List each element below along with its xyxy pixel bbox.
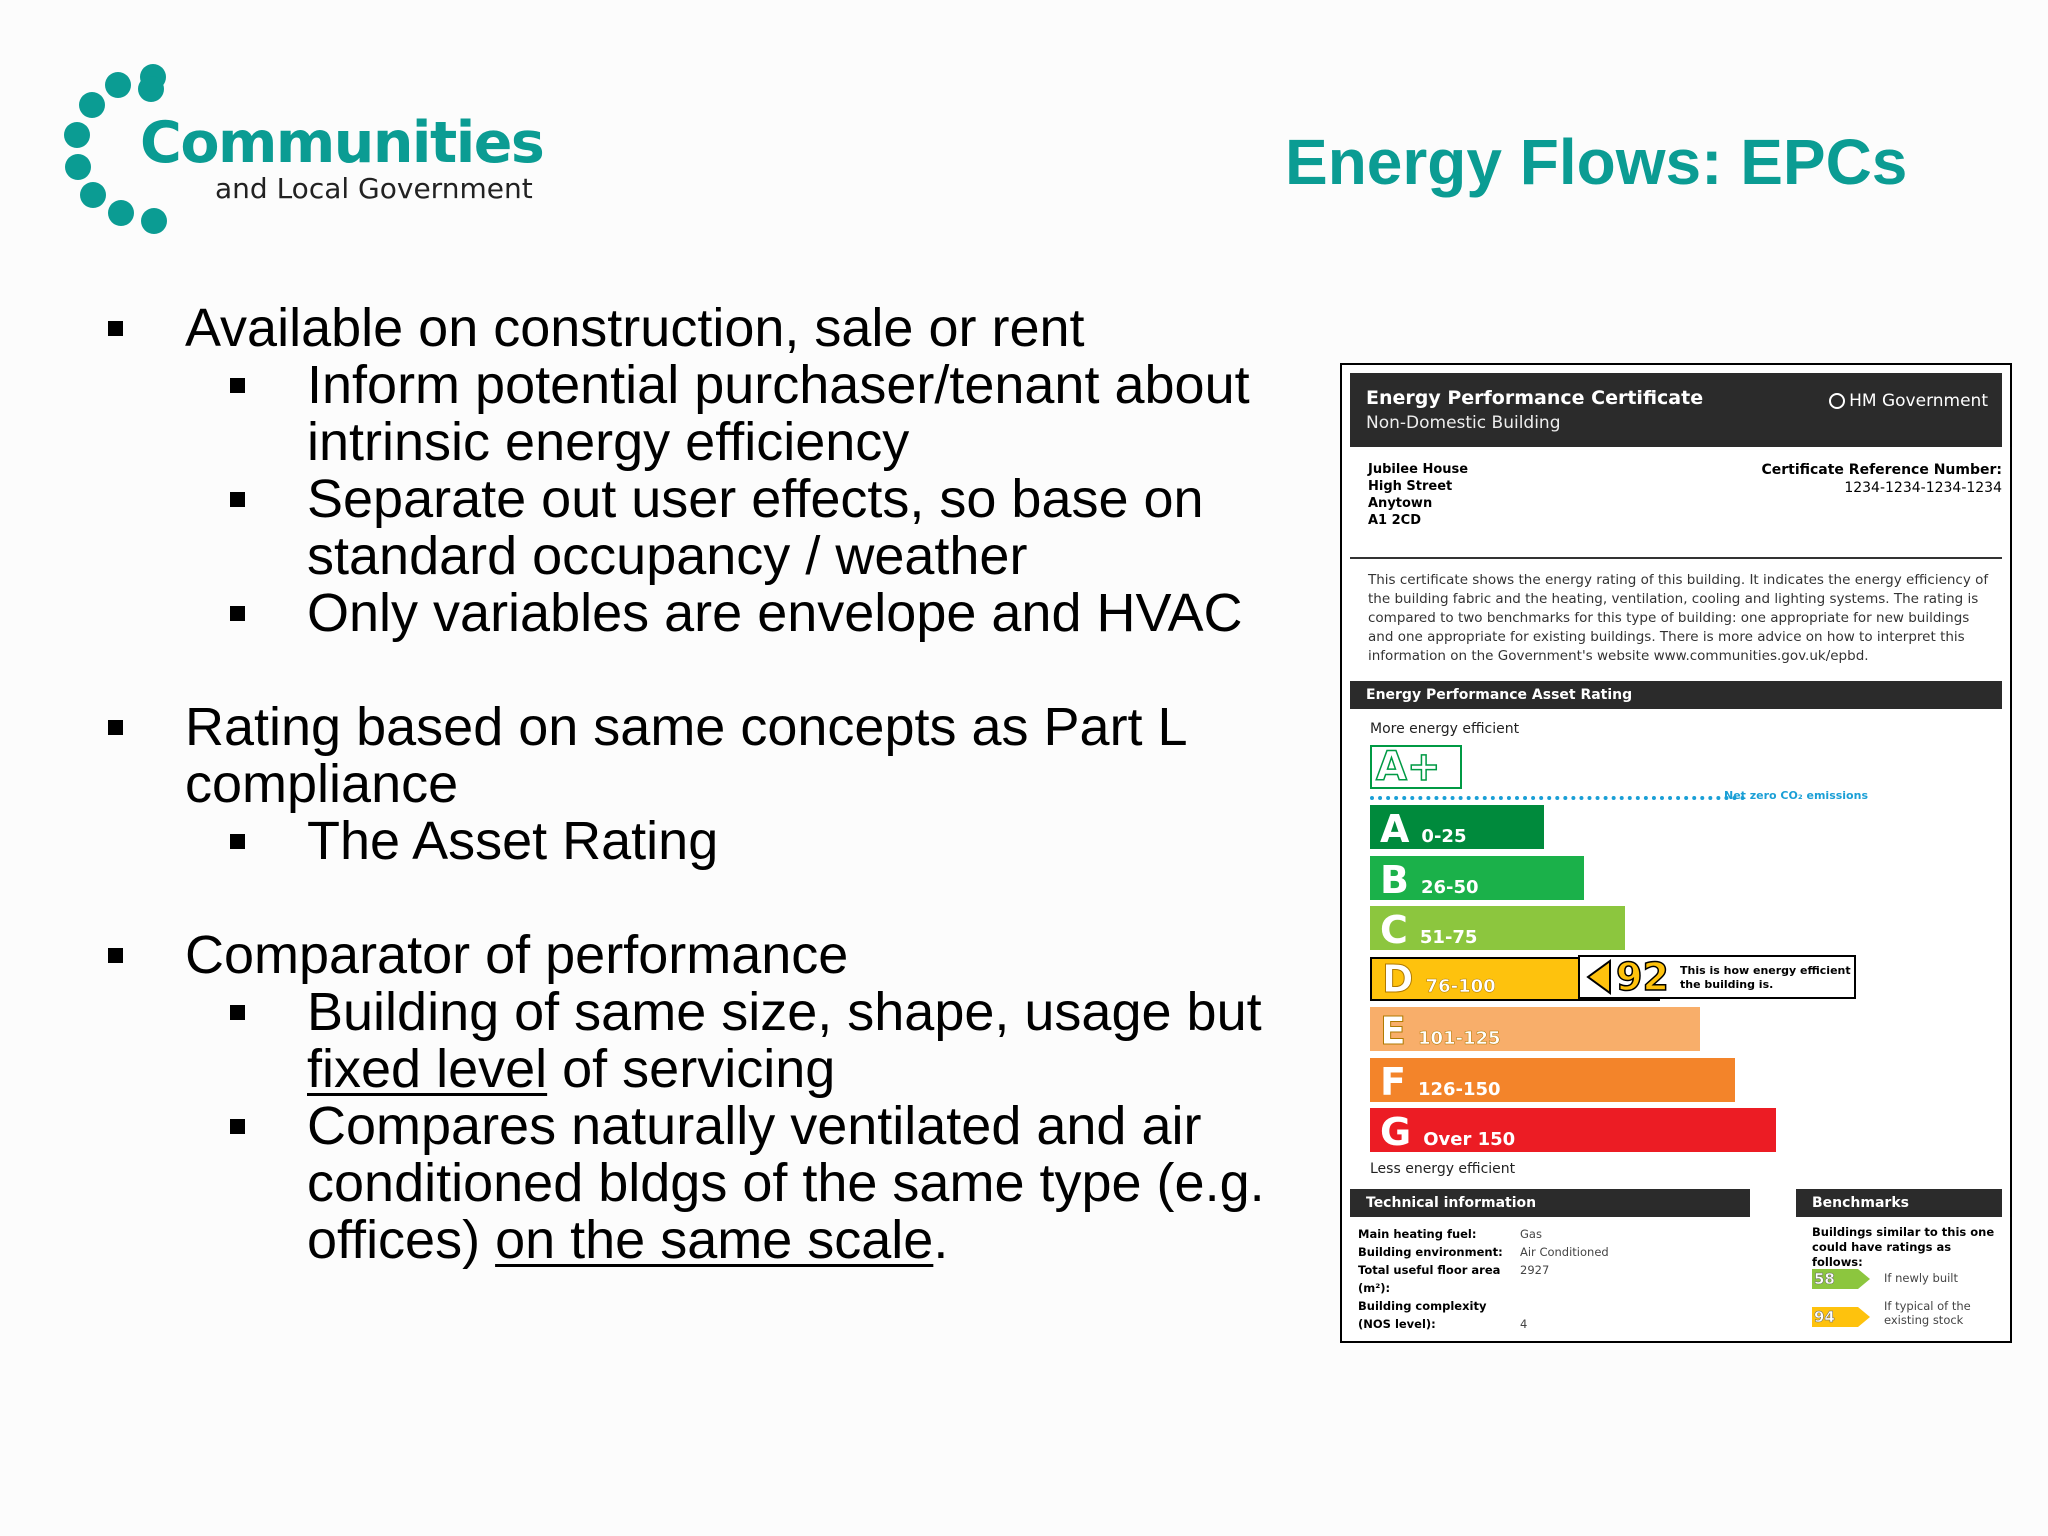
band-range: 26-50 <box>1420 876 1479 898</box>
cert-ref-label: Certificate Reference Number: <box>1761 462 2002 478</box>
sub-bullet-1-1 <box>100 357 1300 471</box>
epc-description: This certificate shows the energy rating of this building. It indicates the energy efficiency of the building fabric and the heating, ventilation, cooling and lighting systems. The rating is compared to two benchmarks for this type of building: one appropriate for new buildings and one appropriate for existing buildings. There is more advice on how to interpret this information on the Government's website www.communities.gov.uk/epbd. <box>1368 572 1989 664</box>
bullet-marker <box>230 834 245 849</box>
logo-subtitle: and Local Government <box>215 172 533 205</box>
bullet-text: Compares naturally ventilated and air conditioned bldgs of the same type (e.g. offices) <box>307 1096 1265 1270</box>
rating-explanation: This is how energy efficient the building is. <box>1680 964 1851 991</box>
bullet-3 <box>100 927 1300 984</box>
tech-row <box>1358 1261 1609 1297</box>
benchmarks-intro: Buildings similar to this one could have ratings as follows: <box>1812 1225 1995 1269</box>
technical-info-heading: Technical information <box>1350 1189 1750 1217</box>
sub-bullet-3-1 <box>100 984 1300 1098</box>
tech-row <box>1358 1297 1609 1315</box>
address-line: Anytown <box>1368 496 1433 511</box>
band-range: 0-25 <box>1421 826 1467 847</box>
bullet-underlined-text: on the same scale <box>495 1210 934 1270</box>
band-c <box>1370 906 1625 950</box>
band-letter: F <box>1380 1059 1406 1104</box>
cert-ref-number: 1234-1234-1234-1234 <box>1844 480 2002 496</box>
hm-government-logo <box>1829 391 1988 411</box>
band-a-plus: A+ <box>1370 745 1462 789</box>
net-zero-label: Net zero CO₂ emissions <box>1724 789 1868 802</box>
tech-value: Gas <box>1520 1227 1542 1241</box>
bullet-text: Inform potential purchaser/tenant about intrinsic energy efficiency <box>307 355 1250 472</box>
band-letter: B <box>1380 857 1409 902</box>
band-letter: A <box>1380 807 1410 851</box>
band-range: 126-150 <box>1417 1078 1501 1100</box>
certificate-reference <box>1761 461 2002 497</box>
tech-key: Building complexity <box>1358 1299 1487 1313</box>
bullet-text: Comparator of performance <box>185 925 849 985</box>
tech-row <box>1358 1243 1609 1261</box>
asset-rating-heading: Energy Performance Asset Rating <box>1350 681 2002 709</box>
bullet-text: Building of same size, shape, usage but <box>307 982 1262 1042</box>
bullet-text: Only variables are envelope and HVAC <box>307 583 1243 643</box>
technical-info <box>1358 1225 1609 1333</box>
tech-row <box>1358 1225 1609 1243</box>
tech-value: Air Conditioned <box>1520 1245 1609 1259</box>
bullet-marker <box>230 1119 245 1134</box>
bullet-1 <box>100 300 1300 357</box>
band-range: 51-75 <box>1419 927 1478 948</box>
bullet-marker <box>230 606 245 621</box>
sub-bullet-1-3 <box>100 585 1300 642</box>
band-letter: D <box>1382 956 1414 1001</box>
benchmark-value: 58 <box>1814 1270 1835 1288</box>
band-a <box>1370 805 1544 849</box>
sub-bullet-1-2 <box>100 471 1300 585</box>
band-letter: E <box>1380 1009 1406 1053</box>
sub-bullet-3-2 <box>100 1098 1300 1269</box>
band-letter: C <box>1380 908 1408 952</box>
bullet-marker <box>230 1005 245 1020</box>
bullet-2 <box>100 699 1300 813</box>
bullet-text: The Asset Rating <box>307 811 719 871</box>
bullet-text: Available on construction, sale or rent <box>185 298 1085 358</box>
tech-value: 2927 <box>1520 1263 1550 1277</box>
building-rating-value: 92 <box>1616 955 1669 999</box>
bullet-text: Separate out user effects, so base on standard occupancy / weather <box>307 469 1204 586</box>
tech-key: Building environment: <box>1358 1245 1503 1259</box>
benchmark-existing <box>1812 1307 1870 1327</box>
bullet-text: Rating based on same concepts as Part L compliance <box>185 697 1186 814</box>
band-letter: G <box>1380 1110 1412 1154</box>
benchmarks-heading: Benchmarks <box>1796 1189 2002 1217</box>
bullet-marker <box>108 720 123 735</box>
band-f <box>1370 1058 1735 1102</box>
divider <box>1350 557 2002 559</box>
epc-certificate <box>1340 363 2012 1343</box>
address-line: Jubilee House <box>1368 462 1469 477</box>
band-g <box>1370 1108 1776 1152</box>
tech-key: (NOS level): <box>1358 1317 1436 1331</box>
tech-row <box>1358 1315 1609 1333</box>
band-range: Over 150 <box>1423 1129 1516 1150</box>
address-line: A1 2CD <box>1368 513 1422 528</box>
address-line: High Street <box>1368 479 1453 494</box>
benchmark-label: If typical of the existing stock <box>1884 1299 1971 1327</box>
bullet-text: . <box>933 1210 949 1270</box>
building-address <box>1368 461 1468 529</box>
epc-subtitle: Non-Domestic Building <box>1366 413 1561 433</box>
band-range: 101-125 <box>1417 1028 1501 1049</box>
rating-arrow-icon <box>1584 957 1614 997</box>
slide-title: Energy Flows: EPCs <box>1285 126 1908 198</box>
bullet-underlined-text: fixed level <box>307 1039 548 1099</box>
tech-value: 4 <box>1520 1317 1528 1331</box>
band-e <box>1370 1007 1700 1051</box>
logo-wordmark: Communities <box>140 110 544 176</box>
band-b <box>1370 856 1584 900</box>
epc-title: Energy Performance Certificate <box>1366 387 1704 409</box>
bullet-marker <box>108 321 123 336</box>
dclg-logo <box>50 55 590 245</box>
epc-header <box>1350 373 2002 447</box>
bullet-list <box>100 300 1300 1269</box>
benchmark-label: If newly built <box>1884 1271 1959 1285</box>
band-range: 76-100 <box>1425 975 1496 997</box>
less-efficient-label: Less energy efficient <box>1370 1161 1516 1177</box>
bullet-marker <box>230 378 245 393</box>
more-efficient-label: More energy efficient <box>1370 721 1520 737</box>
benchmark-value: 94 <box>1814 1308 1835 1326</box>
net-zero-line <box>1370 796 1745 800</box>
building-rating-marker <box>1578 955 1856 999</box>
benchmark-new <box>1812 1269 1870 1289</box>
bullet-marker <box>230 492 245 507</box>
sub-bullet-2-1 <box>100 813 1300 870</box>
tech-key: Total useful floor area (m²): <box>1358 1263 1501 1295</box>
bullet-marker <box>108 948 123 963</box>
crest-icon <box>1829 393 1845 409</box>
tech-key: Main heating fuel: <box>1358 1227 1477 1241</box>
hm-government-text: HM Government <box>1849 391 1988 411</box>
bullet-text: of servicing <box>547 1039 836 1099</box>
